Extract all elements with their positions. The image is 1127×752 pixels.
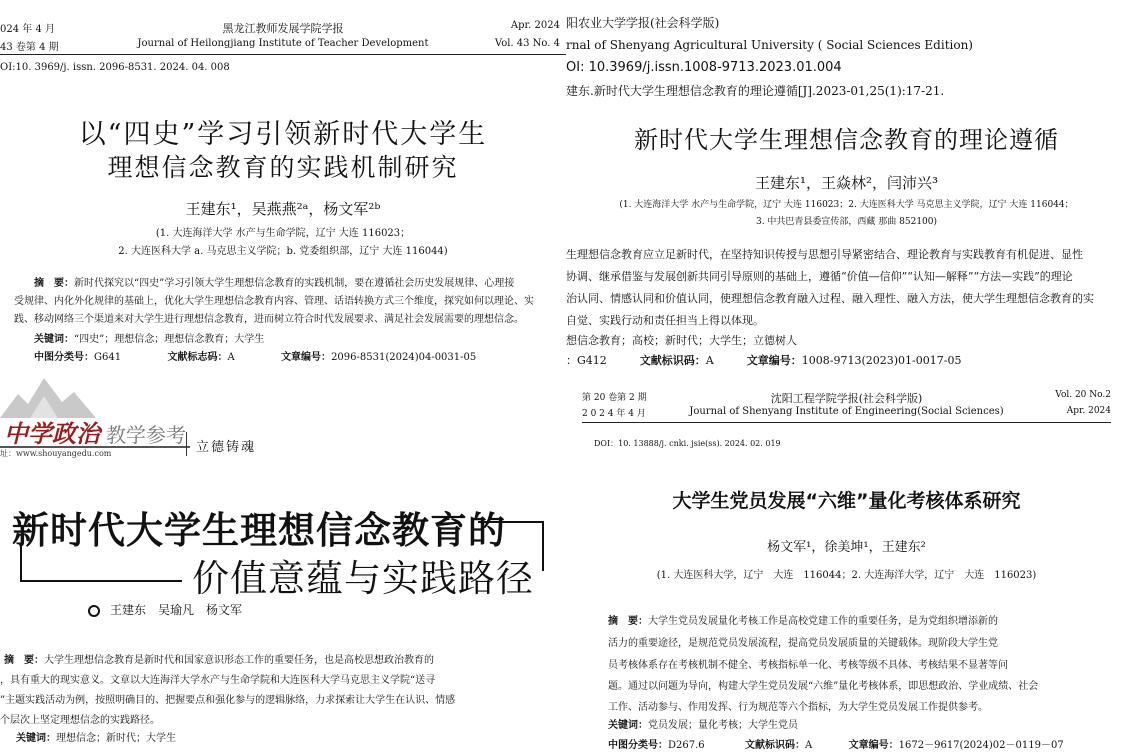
doi: OI: 10.3969/j.issn.1008-9713.2023.01.004 [566, 60, 842, 75]
header-date: 024 年 4 月 [0, 24, 55, 35]
journal-name-cn: 阳农业大学学报(社会科学版) [566, 16, 720, 30]
author-bullet-icon [88, 605, 100, 617]
keywords: 关键词：“四史”；理想信念；理想信念教育；大学生 [34, 334, 265, 345]
classification: ：G412 文献标识码：A 文章编号：1008-9713(2023)01-0017-05 [566, 354, 962, 367]
journal-name-cn: 沈阳工程学院学报(社会科学版) [770, 392, 923, 405]
journal-name-en: Journal of Shenyang Institute of Engineering(Social Sciences) [689, 406, 1004, 417]
abstract-line-2: 活力的重要途径，是规范党员发展流程，提高党员发展质量的关键载体。现阶段大学生党 [608, 638, 998, 649]
date-en: Apr. 2024 [1066, 406, 1111, 416]
paper-heilongjiang [0, 0, 566, 368]
citation: 建东.新时代大学生理想信念教育的理论遵循[J].2023-01,25(1):17-21. [566, 84, 945, 98]
article-title-line-2: 理想信念教育的实践机制研究 [107, 153, 459, 182]
abstract-line-1: 摘 要：新时代探究以“四史”学习引领大学生理想信念教育的实践机制，要在遵循社会历史发展规律、心理接 [34, 278, 515, 289]
mountain-logo-icon [0, 372, 120, 420]
abstract-line-2: 协调、继承借鉴与发展创新共同引导原则的基础上，遵循“价值—信仰”“认知—解释”“方法—实践”的理论 [566, 270, 1073, 283]
abstract-line-1: 摘 要：大学生党员发展量化考核工作是高校党建工作的重要任务，是为党组织增添新的 [608, 616, 998, 627]
abstract-line-4: 自觉、实践行动和责任担当上得以体现。 [566, 314, 764, 327]
journal-name-en: Journal of Heilongjiang Institute of Teacher Development [137, 38, 429, 49]
classification: 中图分类号：G641 文献标志码：A 文章编号：2096-8531(2024)04-0031-05 [34, 352, 477, 363]
date-cn: 2 0 2 4 年 4 月 [582, 409, 646, 419]
doi: OI:10. 3969/j. issn. 2096-8531. 2024. 04. 008 [0, 62, 230, 73]
volume-en: Vol. 20 No.2 [1055, 390, 1111, 400]
article-title-line-1: 以“四史”学习引领新时代大学生 [78, 119, 488, 150]
abstract-line-3: 员考核体系存在考核机制不健全、考核指标单一化、考核等级不具体、考核结果不显著等问 [608, 660, 1008, 671]
paper-middle-school-politics [0, 368, 566, 752]
authors: 杨文军¹，徐美坤¹，王建东² [767, 540, 926, 555]
paper-shenyang-agri [566, 0, 1127, 368]
abstract-line-4: 个层次上坚定理想信念的实践路径。 [0, 715, 160, 726]
authors: 王建东¹，王焱林²，闫沛兴³ [754, 174, 939, 192]
abstract-line-5: 工作、活动参与、作用发挥、行为规范等六个指标，为大学生党员发展工作提供参考。 [608, 702, 988, 713]
affiliation-2: 3. 中共巴青县委宣传部，西藏 那曲 852100) [755, 217, 938, 227]
header-date-en: Apr. 2024 [510, 20, 560, 31]
keywords: 想信念教育；高校；新时代；大学生；立德树人 [566, 334, 797, 347]
abstract-label: 摘 要： [608, 616, 648, 627]
affiliation: (1. 大连医科大学，辽宁 大连 116044；2. 大连海洋大学，辽宁 大连 116023) [656, 570, 1037, 581]
keywords-label: 关键词： [16, 733, 56, 744]
doi: DOI：10. 13888/j. cnki. jsie(ss). 2024. 02. 019 [594, 439, 781, 448]
website-url: 址：www.shouyangedu.com [0, 449, 112, 458]
slogan-divider [186, 432, 187, 456]
keywords: 关键词：理想信念；新时代；大学生 [16, 733, 176, 744]
header-volume: 43 卷第 4 期 [0, 42, 59, 53]
article-title: 大学生党员发展“六维”量化考核体系研究 [672, 490, 1021, 512]
slogan: 立德铸魂 [196, 440, 257, 455]
article-title-line-1: 新时代大学生理想信念教育的 [12, 509, 506, 552]
logo-underline [0, 446, 190, 448]
authors: 王建东 吴瑜凡 杨文军 [110, 603, 243, 617]
keywords-label: 关键词： [34, 334, 74, 345]
keywords-label: 关键词： [608, 720, 648, 731]
abstract-line-1: 摘 要：大学生理想信念教育是新时代和国家意识形态工作的重要任务，也是高校思想政治教育的 [4, 655, 434, 666]
journal-name-cn: 黑龙江教师发展学院学报 [222, 22, 344, 35]
abstract-line-3: ”主题实践活动为例，按照明确目的、把握要点和强化参与的逻辑脉络，力求探索让大学生在认识、情感 [0, 695, 456, 706]
abstract-line-2: 受规律、内化外化规律的基础上，优化大学生理想信念教育内容、管理、话语转换方式三个维度，探究如何以理论、实 [14, 296, 534, 307]
abstract-line-1: 生理想信念教育应立足新时代，在坚持知识传授与思想引导紧密结合、理论教育与实践教育有机促进、显性 [566, 248, 1083, 261]
logo-text: 中学政治 教学参考 [4, 419, 186, 448]
paper-shenyang-engineering [566, 368, 1127, 752]
authors: 王建东¹，吴燕燕²ᵃ，杨文军²ᵇ [185, 200, 381, 218]
header-rule [582, 422, 1111, 423]
header-rule [0, 54, 566, 55]
journal-name-en: rnal of Shenyang Agricultural University ( Social Sciences Edition) [566, 38, 973, 52]
volume-cn: 第 20 卷第 2 期 [582, 393, 647, 403]
affiliation-2: 2. 大连医科大学 a. 马克思主义学院；b. 党委组织部，辽宁 大连 116044) [118, 246, 448, 257]
title-bracket-bottom [20, 544, 182, 582]
affiliation-1: (1. 大连海洋大学 水产与生命学院，辽宁 大连 116023；2. 大连医科大学 马克思主义学院，辽宁 大连 116044； [619, 200, 1074, 210]
abstract-line-3: 践、移动网络三个渠道来对大学生进行理想信念教育，进而树立符合时代发展要求、满足社会发展需要的理想信念。 [14, 314, 524, 325]
abstract-label: 摘 要： [34, 278, 74, 289]
affiliation-1: (1. 大连海洋大学 水产与生命学院，辽宁 大连 116023； [155, 228, 411, 239]
classification: 中图分类号：D267.6 文献标识码：A 文章编号：1672－9617(2024)02－0119－07 [608, 740, 1064, 751]
abstract-line-2: ，具有重大的现实意义。文章以大连海洋大学水产与生命学院和大连医科大学马克思主义学院“送寻 [0, 675, 436, 686]
abstract-line-4: 题。通过以问题为导向，构建大学生党员发展“六维”量化考核体系，即思想政治、学业成绩、社会 [608, 681, 1039, 692]
keywords: 关键词：党员发展；量化考核；大学生党员 [608, 720, 798, 731]
abstract-line-3: 治认同、情感认同和价值认同，使理想信念教育融入过程、融入理性、融入方法，使大学生理想信念教育的实 [566, 292, 1094, 305]
article-title-line-2: 价值意蕴与实践路径 [192, 557, 534, 600]
article-title: 新时代大学生理想信念教育的理论遵循 [634, 126, 1059, 154]
header-volume-en: Vol. 43 No. 4 [494, 38, 560, 49]
abstract-label: 摘 要： [4, 655, 44, 666]
